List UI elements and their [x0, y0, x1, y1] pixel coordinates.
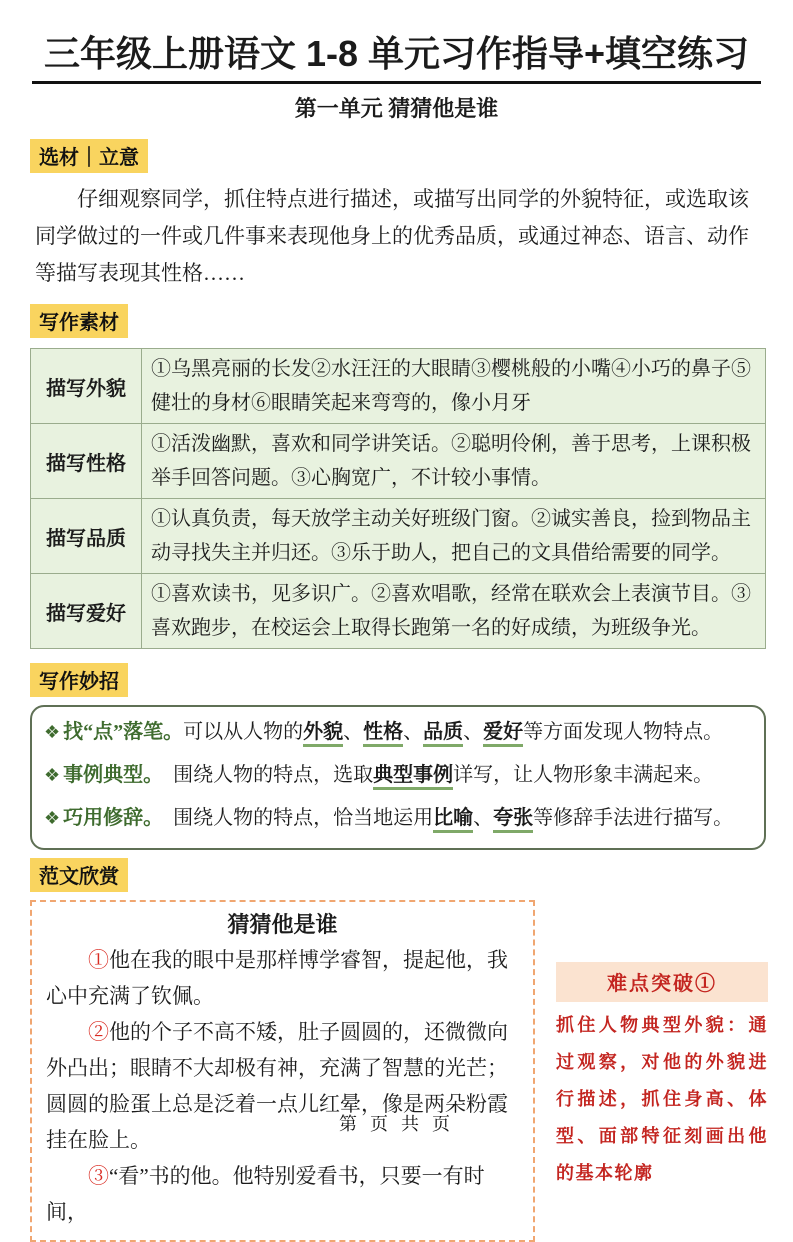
row-label: 描写外貌 — [31, 349, 142, 424]
table-row — [31, 349, 766, 424]
paragraph-text: 他在我的眼中是那样博学睿智，提起他，我心中充满了钦佩。 — [46, 948, 508, 1008]
unit-subtitle: 第一单元 猜猜他是谁 — [294, 96, 499, 121]
row-label: 描写爱好 — [31, 574, 142, 649]
tip-text: 等修辞手法进行描写。 — [533, 807, 734, 829]
diamond-bullet-icon: ❖ — [44, 808, 61, 828]
difficulty-breakthrough-body: 抓住人物典型外貌：通过观察，对他的外貌进行描述，抓住身高、体型、面部特征刻画出他的基本轮廓 — [556, 1015, 768, 1183]
tip-text: 、 — [473, 807, 494, 829]
tip-row — [44, 754, 752, 797]
tip-keyword: 爱好 — [483, 721, 523, 747]
tip-keyword: 外貌 — [303, 721, 343, 747]
sample-essay-box — [30, 900, 535, 1242]
essay-body — [46, 942, 519, 1230]
tip-text: 围绕人物的特点，恰当地运用 — [153, 807, 434, 829]
writing-material-table — [30, 348, 766, 649]
tip-keyword: 性格 — [363, 721, 403, 747]
essay-paragraph — [46, 1014, 519, 1158]
tip-text: 、 — [463, 721, 484, 743]
tip-text: 详写，让人物形象丰满起来。 — [453, 764, 714, 786]
essay-paragraph — [46, 942, 519, 1014]
tip-lead: 事例典型。 — [63, 764, 154, 786]
sample-essay-section — [30, 900, 768, 1242]
row-label: 描写品质 — [31, 499, 142, 574]
section-badge-topic-selection: 选材｜立意 — [30, 139, 148, 173]
essay-title: 猜猜他是谁 — [227, 912, 338, 937]
row-content: ①活泼幽默，喜欢和同学讲笑话。②聪明伶俐，善于思考，上课积极举手回答问题。③心胸宽广，不计较小事情。 — [142, 424, 766, 499]
tip-text: 可以从人物的 — [183, 721, 304, 743]
page-footer: 第 页 共 页 — [338, 1114, 454, 1134]
tip-text: 等方面发现人物特点。 — [523, 721, 724, 743]
tip-keyword: 比喻 — [433, 807, 473, 833]
tip-lead: 找“点”落笔。 — [63, 721, 184, 743]
table-row — [31, 574, 766, 649]
diamond-bullet-icon: ❖ — [44, 765, 61, 785]
material-table-body — [31, 349, 766, 649]
row-content: ①认真负责，每天放学主动关好班级门窗。②诚实善良，捡到物品主动寻找失主并归还。③乐于助人，把自己的文具借给需要的同学。 — [142, 499, 766, 574]
tip-text: 围绕人物的特点，选取 — [153, 764, 374, 786]
row-label: 描写性格 — [31, 424, 142, 499]
writing-tips-box — [30, 705, 766, 850]
topic-selection-paragraph: 仔细观察同学，抓住特点进行描述，或描写出同学的外貌特征，或选取该同学做过的一件或几件事来表现他身上的优秀品质，或通过神态、语言、动作等描写表现其性格…… — [35, 187, 749, 285]
paragraph-number-marker: ① — [88, 948, 109, 972]
diamond-bullet-icon: ❖ — [44, 722, 61, 742]
tip-row — [44, 797, 752, 840]
tip-keyword: 品质 — [423, 721, 463, 747]
tip-row — [44, 711, 752, 754]
title-divider — [32, 81, 761, 84]
row-content: ①乌黑亮丽的长发②水汪汪的大眼睛③樱桃般的小嘴④小巧的鼻子⑤健壮的身材⑥眼睛笑起来弯弯的，像小月牙 — [142, 349, 766, 424]
section-badge-writing-material: 写作素材 — [30, 304, 128, 338]
paragraph-text: 他的个子不高不矮，肚子圆圆的，还微微向外凸出；眼睛不大却极有神，充满了智慧的光芒；圆圆的脸蛋上总是泛着一点儿红晕，像是两朵粉霞挂在脸上。 — [46, 1020, 508, 1152]
table-row — [31, 424, 766, 499]
tip-text: 、 — [343, 721, 364, 743]
section-badge-sample-essay: 范文欣赏 — [30, 858, 128, 892]
row-content: ①喜欢读书，见多识广。②喜欢唱歌，经常在联欢会上表演节目。③喜欢跑步，在校运会上取得长跑第一名的好成绩，为班级争光。 — [142, 574, 766, 649]
paragraph-number-marker: ③ — [88, 1164, 109, 1188]
paragraph-text: “看”书的他。他特别爱看书，只要一有时间， — [46, 1164, 485, 1224]
tip-lead: 巧用修辞。 — [63, 807, 154, 829]
page-title: 三年级上册语文 1-8 单元习作指导+填空练习 — [43, 33, 750, 74]
table-row — [31, 499, 766, 574]
essay-paragraph — [46, 1158, 519, 1230]
difficulty-breakthrough-sidebar — [556, 962, 768, 1192]
difficulty-breakthrough-header: 难点突破① — [556, 962, 768, 1002]
tip-text: 、 — [403, 721, 424, 743]
tip-keyword: 典型事例 — [373, 764, 453, 790]
tip-keyword: 夸张 — [493, 807, 533, 833]
paragraph-number-marker: ② — [88, 1020, 109, 1044]
section-badge-writing-tips: 写作妙招 — [30, 663, 128, 697]
